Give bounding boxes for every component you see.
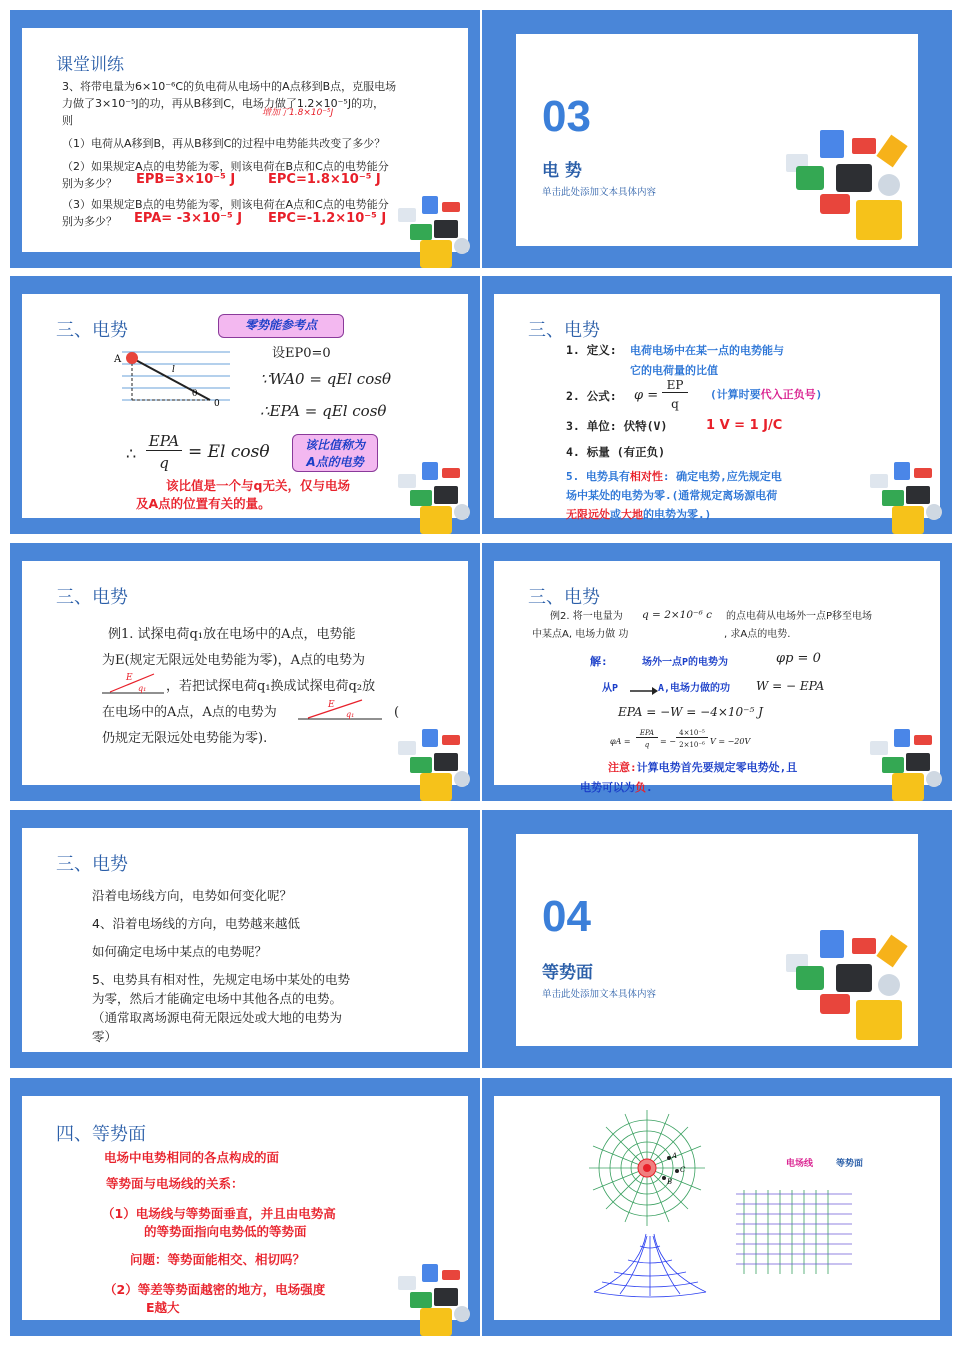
office-illustration — [782, 930, 910, 1040]
content-line: 电场中电势相同的各点构成的面 — [104, 1150, 280, 1165]
note-text: 电势可以为 — [580, 781, 635, 794]
formula-numerator: EPA — [636, 729, 658, 738]
solution-formula: W = − EPA — [756, 679, 825, 693]
formula-numerator: EP — [662, 378, 688, 393]
note-label: 注意: — [608, 761, 637, 774]
example-text: 的点电荷从电场外一点P移至电场 — [726, 611, 873, 622]
arrow-icon — [630, 686, 658, 696]
example-line: 例1. 试探电荷q₁放在电场中的A点，电势能 — [108, 627, 356, 642]
answer-epc: EPC=1.8×10⁻⁵ J — [268, 172, 381, 187]
note-text: (计算时要 — [710, 388, 761, 401]
blank-numerator: E — [328, 700, 335, 710]
note-line — [608, 759, 797, 776]
answer-blank-1 — [102, 671, 166, 699]
solution-formula: EPA = −W = −4×10⁻⁵ J — [618, 705, 763, 719]
content-line: 为零，然后才能确定电场中其他各点的电势。 — [92, 991, 343, 1006]
label-zero: 0 — [214, 399, 220, 409]
slide-card — [516, 834, 918, 1046]
formula-line: ∵WA0 = qEl cosθ — [260, 370, 391, 388]
slide-1[interactable] — [10, 10, 480, 268]
solution-formula: φp = 0 — [776, 651, 821, 666]
slide-2[interactable] — [482, 10, 952, 268]
scalar-line: 4. 标量 (有正负) — [566, 445, 666, 459]
blank-numerator: E — [126, 673, 133, 683]
slide-3[interactable] — [10, 276, 480, 534]
content-line: 4、沿着电场线的方向，电势越来越低 — [92, 916, 300, 931]
note-line — [580, 779, 653, 796]
solution-line: 场外一点P的电势为 — [642, 657, 729, 668]
content-line: 沿着电场线方向，电势如何变化呢？ — [92, 888, 293, 903]
label-b: B — [667, 1178, 673, 1186]
section-subtitle: 单击此处添加文本具体内容 — [542, 187, 657, 198]
example-line: 为E(规定无限远处电势能为零)，A点的电势为 — [102, 653, 366, 668]
question-line: 3、将带电量为6×10⁻⁶C的负电荷从电场中的A点移到B点，克服电场 — [62, 80, 397, 93]
slide-title: 三、电势 — [528, 587, 600, 608]
formula-denominator: q — [159, 454, 169, 472]
formula-phi: φ = — [634, 388, 659, 403]
formula-line: 设EP0=0 — [272, 346, 331, 361]
callout-line: 该比值称为 — [304, 438, 365, 452]
example-line: ( — [394, 705, 400, 720]
solution-formula: V = −20V — [710, 737, 751, 746]
slide-card — [22, 828, 468, 1052]
definition-text: 它的电荷量的比值 — [630, 364, 718, 377]
question-part: （2）如果规定A点的电势能为零，则该电荷在B点和C点的电势能分 — [62, 160, 389, 173]
relativity-line — [566, 506, 711, 523]
section-number: 03 — [542, 92, 591, 141]
office-illustration — [394, 729, 474, 807]
formula-denominator: 2×10⁻⁶ — [679, 741, 705, 749]
highlight-span: 相对性 — [629, 470, 663, 483]
uniform-field-diagram — [734, 1184, 870, 1278]
section-title: 电 势 — [542, 161, 582, 181]
content-line: 如何确定电场中某点的电势呢？ — [92, 944, 268, 959]
example-line: 在电场中的A点，A点的电势为 — [102, 705, 277, 720]
content-line: 等势面与电场线的关系： — [106, 1176, 244, 1191]
label-a: A — [114, 354, 122, 365]
question-part: （3）如果规定B点的电势能为零，则该电荷在A点和C点的电势能分 — [62, 198, 389, 211]
slide-7[interactable] — [10, 810, 480, 1068]
section-subtitle: 单击此处添加文本具体内容 — [542, 989, 657, 1000]
section-title: 等势面 — [542, 963, 593, 983]
formula-numerator: 4×10⁻⁵ — [676, 729, 708, 738]
text-span: 或 — [610, 508, 621, 521]
text-span: 5. 电势具有 — [566, 470, 630, 483]
content-line: 问题：等势面能相交、相切吗？ — [130, 1252, 306, 1267]
formula-rhs: = El cosθ — [188, 442, 270, 462]
question-line: 则 — [62, 114, 73, 127]
slide-title: 三、电势 — [56, 320, 128, 341]
slide-title: 课堂训练 — [56, 55, 124, 75]
slide-title: 三、电势 — [528, 320, 600, 341]
relativity-line — [566, 468, 866, 485]
example-line: 仍规定无限远处电势能为零). — [102, 731, 268, 746]
field-diagram — [102, 342, 232, 412]
office-illustration — [394, 1264, 474, 1342]
slide-9[interactable] — [10, 1078, 480, 1336]
relativity-line: 场中某处的电势为零.(通常规定离场源电荷 — [566, 489, 778, 502]
definition-label: 1. 定义: — [566, 343, 617, 357]
answer-epa: EPA= -3×10⁻⁵ J — [134, 211, 243, 226]
slide-8[interactable] — [482, 810, 952, 1068]
unit-line: 3. 单位: 伏特(V) — [566, 419, 668, 433]
note-text: . — [646, 781, 653, 794]
content-line: E越大 — [146, 1300, 180, 1315]
formula-prefix: ∴ — [126, 444, 137, 463]
office-illustration — [394, 462, 474, 540]
office-illustration — [394, 196, 474, 274]
formula-note — [710, 386, 822, 403]
note-text: 计算电势首先要规定零电势处,且 — [636, 761, 798, 774]
slide-10[interactable] — [482, 1078, 952, 1336]
annotation-note: 增加了1.8×10⁻⁵J — [262, 108, 334, 118]
solution-formula: φA = — [610, 737, 631, 746]
answer-blank-2 — [298, 697, 384, 725]
slide-title: 三、电势 — [56, 587, 128, 608]
example-q: q = 2×10⁻⁶ c — [642, 609, 713, 621]
office-illustration — [782, 130, 910, 240]
slide-6[interactable] — [482, 543, 952, 801]
note-text: ) — [815, 388, 823, 401]
question-part: 别为多少？ — [62, 215, 117, 228]
question-part: （1）电荷从A移到B，再从B移到C的过程中电势能共改变了多少？ — [62, 137, 386, 150]
reference-point-callout: 零势能参考点 — [218, 314, 344, 338]
solution-formula: = − — [660, 737, 676, 746]
question-part: 别为多少？ — [62, 177, 117, 190]
slide-card — [516, 34, 918, 246]
blank-denominator: q₁ — [138, 684, 147, 693]
example-text: , 求A点的电势. — [724, 629, 791, 640]
potential-callout — [292, 434, 378, 472]
question-line: 力做了3×10⁻⁵J的功，再从B移到C，电场力做了1.2×10⁻⁵J的功， — [62, 97, 385, 110]
solution-line: A,电场力做的功 — [658, 683, 731, 694]
text-span: 的电势为零.) — [643, 508, 712, 521]
answer-epc: EPC=-1.2×10⁻⁵ J — [268, 211, 387, 226]
solution-label: 解: — [590, 655, 608, 668]
label-l: l — [172, 365, 175, 375]
content-line: （1）电场线与等势面垂直，并且由电势高 — [102, 1206, 336, 1221]
content-line: 零） — [92, 1029, 118, 1044]
section-number: 04 — [542, 892, 591, 941]
field-line-label: 电场线 — [786, 1159, 814, 1169]
formula-numerator: EPA — [146, 432, 182, 451]
callout-line: A点的电势 — [306, 455, 364, 469]
blank-denominator: q₁ — [346, 710, 355, 719]
conclusion-line: 及A点的位置有关的量。 — [136, 496, 271, 511]
highlight-span: 无限远处 — [566, 508, 610, 521]
note-highlight: 代入正负号 — [760, 388, 816, 401]
note-highlight: 负 — [635, 781, 646, 794]
content-line: 5、电势具有相对性，先规定电场中某处的电势 — [92, 972, 350, 987]
definition-text: 电荷电场中在某一点的电势能与 — [630, 344, 784, 357]
example-text: 中某点A, 电场力做 功 — [532, 629, 629, 640]
slide-5[interactable] — [10, 543, 480, 801]
slide-title: 四、等势面 — [56, 1124, 146, 1145]
example-text: 例2. 将一电量为 — [550, 611, 623, 622]
highlight-span: 大地 — [621, 508, 643, 521]
formula-label: 2. 公式: — [566, 389, 617, 403]
equipotential-label: 等势面 — [836, 1159, 864, 1169]
conclusion-line: 该比值是一个与q无关，仅与电场 — [166, 478, 350, 493]
charge-icon — [126, 352, 138, 364]
text-span: : 确定电势,应先规定电 — [662, 470, 782, 483]
solution-line: 从P — [602, 683, 619, 694]
content-line: （通常取离场源电荷无限远处或大地的电势为 — [92, 1010, 343, 1025]
formula-denominator: q — [671, 397, 679, 411]
office-illustration — [866, 462, 946, 540]
label-a: A — [672, 1152, 678, 1160]
label-c: C — [680, 1166, 686, 1174]
label-theta: θ — [192, 389, 198, 399]
slide-title: 三、电势 — [56, 854, 128, 875]
content-line: 的等势面指向电势低的等势面 — [144, 1224, 307, 1239]
slide-4[interactable] — [482, 276, 952, 534]
formula-denominator: q — [644, 741, 650, 749]
radial-field-diagram — [582, 1106, 712, 1226]
example-line: ，若把试探电荷q₁换成试探电荷q₂放 — [166, 679, 376, 694]
office-illustration — [866, 729, 946, 807]
potential-well-diagram — [590, 1230, 710, 1298]
content-line: （2）等差等势面越密的地方，电场强度 — [104, 1282, 326, 1297]
answer-epb: EPB=3×10⁻⁵ J — [136, 172, 236, 187]
slide-card — [494, 1096, 940, 1320]
unit-conversion: 1 V = 1 J/C — [706, 418, 783, 433]
formula-line: ∴EPA = qEl cosθ — [260, 402, 387, 420]
